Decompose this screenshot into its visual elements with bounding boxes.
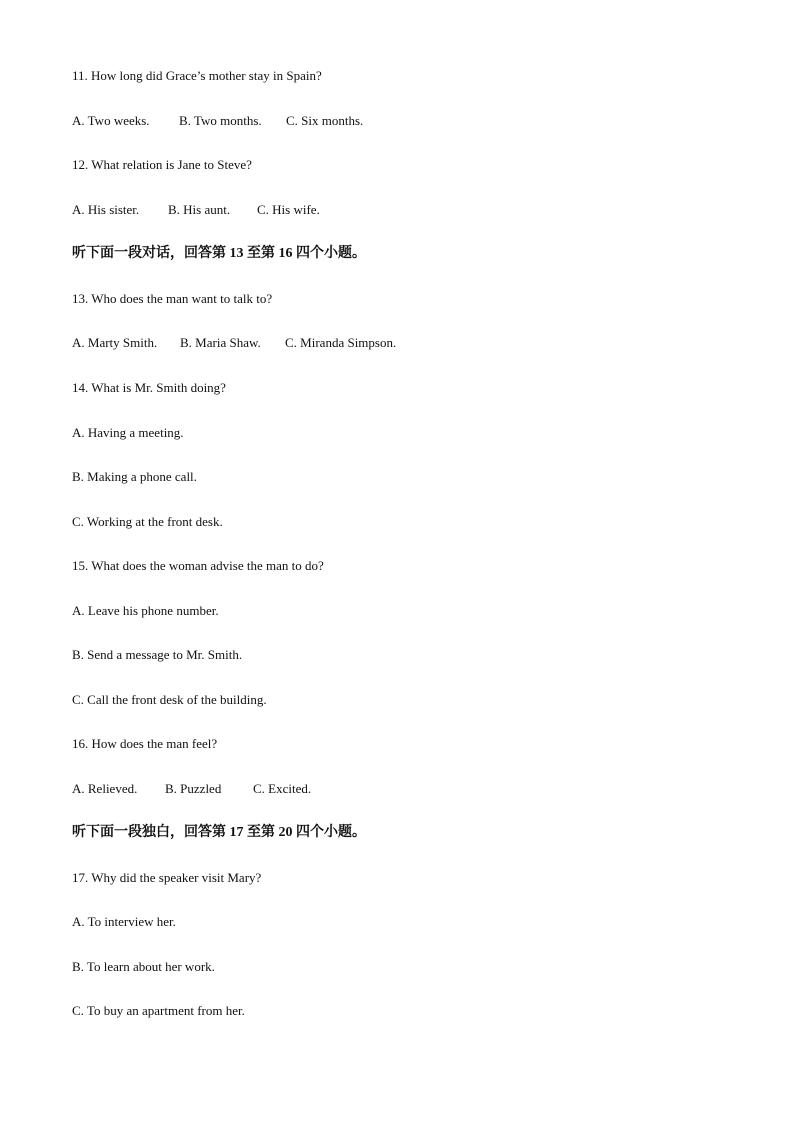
option-13-b: B. Maria Shaw. [180, 335, 261, 350]
question-14: 14. What is Mr. Smith doing? [72, 380, 226, 395]
option-13-a: A. Marty Smith. [72, 335, 158, 350]
options-13 [72, 334, 396, 352]
option-17-c: C. To buy an apartment from her. [72, 1003, 245, 1018]
option-17-a: A. To interview her. [72, 914, 176, 929]
question-16: 16. How does the man feel? [72, 736, 218, 751]
section-heading-13-16: 听下面一段对话，回答第 13 至第 16 四个小题。 [72, 246, 366, 261]
question-11: 11. How long did Grace’s mother stay in Spain? [72, 68, 322, 83]
option-11-b: B. Two months. [179, 113, 262, 128]
question-15: 15. What does the woman advise the man to do? [72, 558, 324, 573]
option-11-c: C. Six months. [286, 113, 364, 128]
option-15-c: C. Call the front desk of the building. [72, 692, 267, 707]
question-13: 13. Who does the man want to talk to? [72, 291, 273, 306]
option-13-c: C. Miranda Simpson. [285, 335, 397, 350]
option-17-b: B. To learn about her work. [72, 959, 215, 974]
option-14-a: A. Having a meeting. [72, 425, 184, 440]
option-16-a: A. Relieved. [72, 781, 138, 796]
option-16-c: C. Excited. [253, 781, 312, 796]
question-17: 17. Why did the speaker visit Mary? [72, 870, 262, 885]
option-14-c: C. Working at the front desk. [72, 514, 223, 529]
option-16-b: B. Puzzled [165, 781, 222, 796]
option-14-b: B. Making a phone call. [72, 469, 197, 484]
question-12: 12. What relation is Jane to Steve? [72, 157, 252, 172]
option-11-a: A. Two weeks. [72, 113, 150, 128]
section-heading-17-20: 听下面一段独白，回答第 17 至第 20 四个小题。 [72, 825, 366, 840]
option-12-c: C. His wife. [257, 202, 320, 217]
options-12 [72, 201, 320, 219]
options-11 [72, 112, 363, 130]
option-12-a: A. His sister. [72, 202, 140, 217]
option-15-a: A. Leave his phone number. [72, 603, 219, 618]
option-15-b: B. Send a message to Mr. Smith. [72, 647, 243, 662]
options-16 [72, 780, 311, 798]
option-12-b: B. His aunt. [168, 202, 231, 217]
